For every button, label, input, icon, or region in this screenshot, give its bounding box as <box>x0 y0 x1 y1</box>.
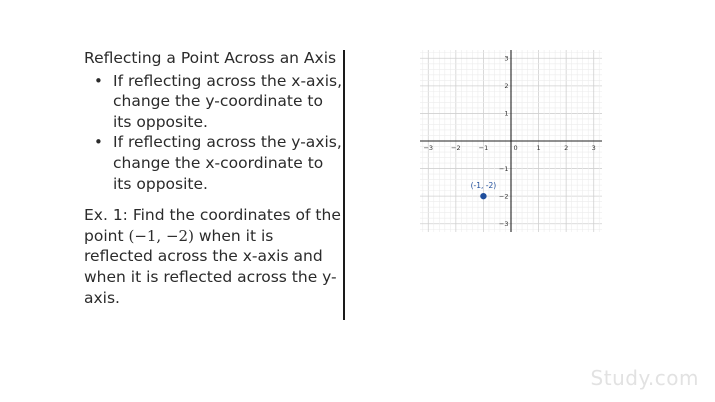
y-tick-label: −2 <box>498 192 509 201</box>
x-tick-label: −3 <box>423 144 434 152</box>
vertical-divider <box>343 50 345 320</box>
rule-item: • If reflecting across the y-axis, change the x-coordinate to its opposite. <box>84 132 346 194</box>
x-tick-label: 3 <box>591 144 596 152</box>
y-tick-label: 2 <box>504 82 509 91</box>
rule-item: • If reflecting across the x-axis, change the y-coordinate to its opposite. <box>84 71 346 133</box>
x-tick-label: 1 <box>536 144 541 152</box>
y-tick-label: 1 <box>504 109 509 118</box>
data-point-label: (-1, -2) <box>470 181 497 191</box>
rule-list <box>84 71 346 195</box>
origin-label: 0 <box>513 144 518 152</box>
x-tick-label: 2 <box>564 144 569 152</box>
example-prefix: Ex. 1: Find the coordinates of the point <box>84 206 341 245</box>
coordinate-plane <box>420 50 602 232</box>
example-problem <box>84 205 346 308</box>
x-tick-label: −1 <box>478 144 489 152</box>
x-tick-label: −2 <box>451 144 461 152</box>
study-com-watermark: Study.com <box>590 366 699 390</box>
lesson-title: Reflecting a Point Across an Axis <box>84 49 337 67</box>
example-suffix: when it is reflected across the x-axis and when it is reflected across the y-axis. <box>84 226 337 307</box>
example-point: (−1, −2) <box>128 226 194 245</box>
y-tick-label: −3 <box>498 220 509 229</box>
data-point <box>480 193 486 199</box>
y-tick-label: −1 <box>498 164 509 173</box>
y-tick-label: 3 <box>504 54 509 63</box>
lesson-text-panel <box>84 48 346 308</box>
